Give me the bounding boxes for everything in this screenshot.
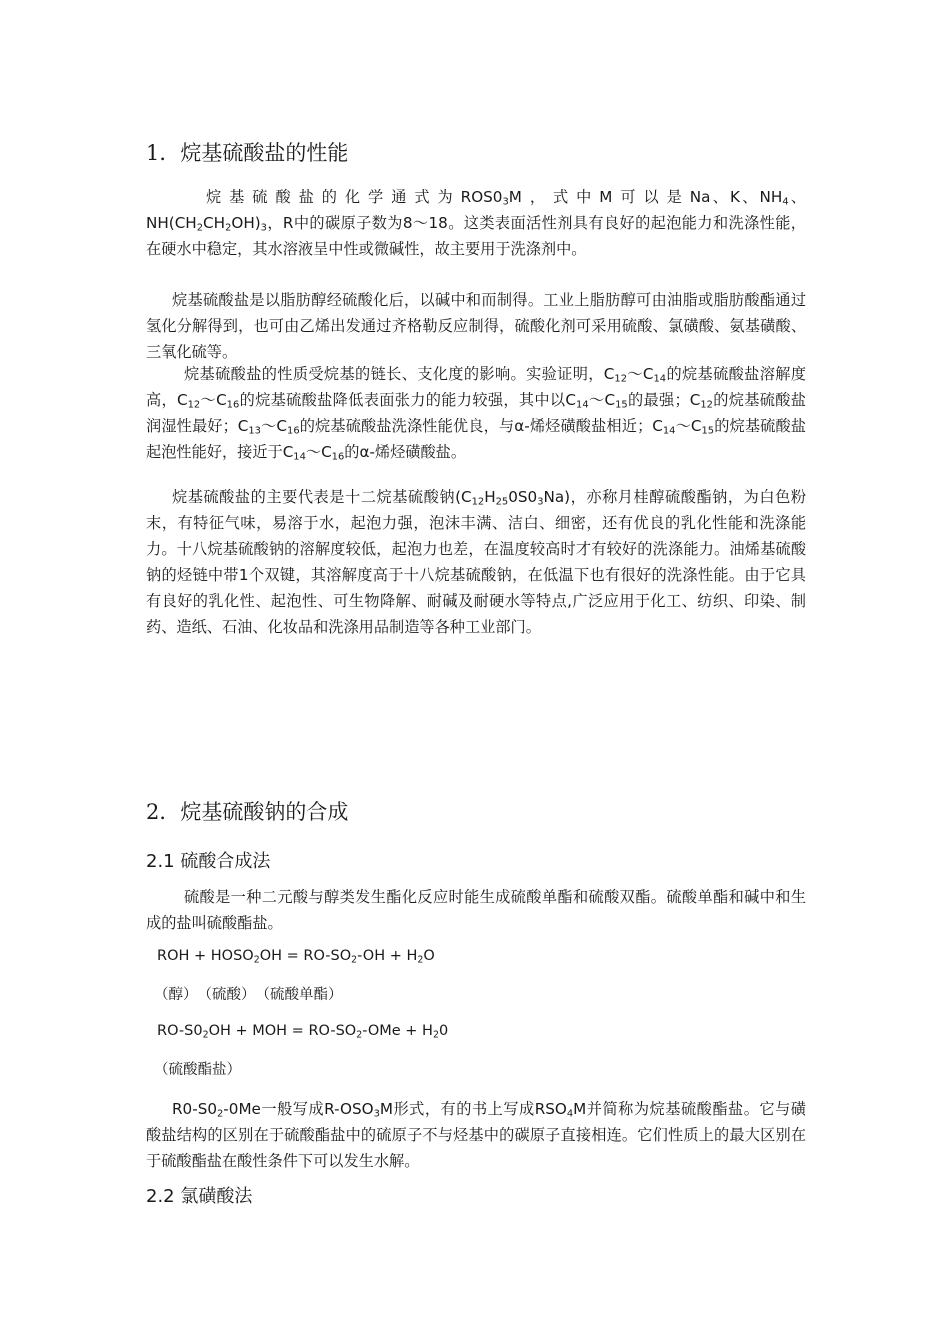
equation-2: $RO-S0_2OH$ + MOH = $RO-SO_2$-OMe + $H_20$ [157, 1023, 449, 1041]
section1-paragraph-3: 烷基硫酸盐的性质受烷基的链长、支化度的影响。实验证明，$C_{12}\sim C_{14}$的烷基硫酸盐溶解度高，$C_{12}\sim C_{16}$的烷基硫酸盐降低表面张力的能力较强，其中以$C_{14}\sim C_{15}$的最强；$C_{12}$的烷基硫酸盐润湿性最好；$C_{13}\sim C_{16}$的烷基硫酸盐洗涤性能优良，与α-烯烃磺酸盐相近；$C_{14}\sim C_{15}$的烷基硫酸盐起泡性能好，接近于$C_{14}\sim C_{16}$的α-烯烃磺酸盐。 [146, 365, 807, 463]
section2-heading: 2．烷基硫酸钠的合成 [146, 800, 349, 824]
section2-paragraph-2: $R0-S0_2-0Me$一般写成$R-OSO_3M$形式，有的书上写成$RSO_4M$并简称为烷基硫酸酯盐。它与磺酸盐结构的区别在于硫酸酯盐中的硫原子不与烃基中的碳原子直接相连。它们性质上的最大区别在于硫酸酯盐在酸性条件下可以发生水解。 [146, 1100, 806, 1170]
subsection-2-1-heading: 2.1 硫酸合成法 [146, 851, 271, 872]
section1-paragraph-4: 烷基硫酸盐的主要代表是十二烷基硫酸钠$(C_{12}H_{25}0S0_3Na)$，亦称月桂醇硫酸酯钠，为白色粉末，有特征气味，易溶于水，起泡力强，泡沫丰满、洁白、细密，还有优良的乳化性能和洗涤能力。十八烷基硫酸钠的溶解度较低，起泡力也差，在温度较高时才有较好的洗涤能力。油烯基硫酸钠的烃链中带1个双键，其溶解度高于十八烷基硫酸钠，在低温下也有很好的洗涤性能。由于它具有良好的乳化性、起泡性、可生物降解、耐碱及耐硬水等特点,广泛应用于化工、纺织、印染、制药、造纸、石油、化妆品和洗涤用品制造等各种工业部门。 [146, 488, 807, 636]
equation-1-labels: （醇） （硫酸） （硫酸单酯） [154, 987, 343, 1003]
section2-paragraph-1: 硫酸是一种二元酸与醇类发生酯化反应时能生成硫酸单酯和硫酸双酯。硫酸单酯和碱中和生成的盐叫硫酸酯盐。 [146, 888, 806, 932]
equation-2-label: （硫酸酯盐） [154, 1062, 241, 1078]
equation-1: ROH + $HOSO_2OH = RO-SO_2-OH + H_2O$ [157, 948, 435, 966]
section1-paragraph-2: 烷基硫酸盐是以脂肪醇经硫酸化后，以碱中和而制得。工业上脂肪醇可由油脂或脂肪酸酯通过氢化分解得到，也可由乙烯出发通过齐格勒反应制得，硫酸化剂可采用硫酸、氯磺酸、氨基磺酸、三氧化硫等。 [146, 291, 806, 361]
subsection-2-2-heading: 2.2 氯磺酸法 [146, 1186, 253, 1207]
section1-paragraph-1: 烷基硫酸盐的化学通式为$ROS0_3M$，式中M可以是Na、K、$NH_4$、$NH(CH_2CH_2OH)_3$，R中的碳原子数为8～18。这类表面活性剂具有良好的起泡能力和洗涤性能，在硬水中稳定，其水溶液呈中性或微碱性，故主要用于洗涤剂中。 [146, 188, 806, 258]
section1-heading: 1．烷基硫酸盐的性能 [146, 141, 349, 165]
